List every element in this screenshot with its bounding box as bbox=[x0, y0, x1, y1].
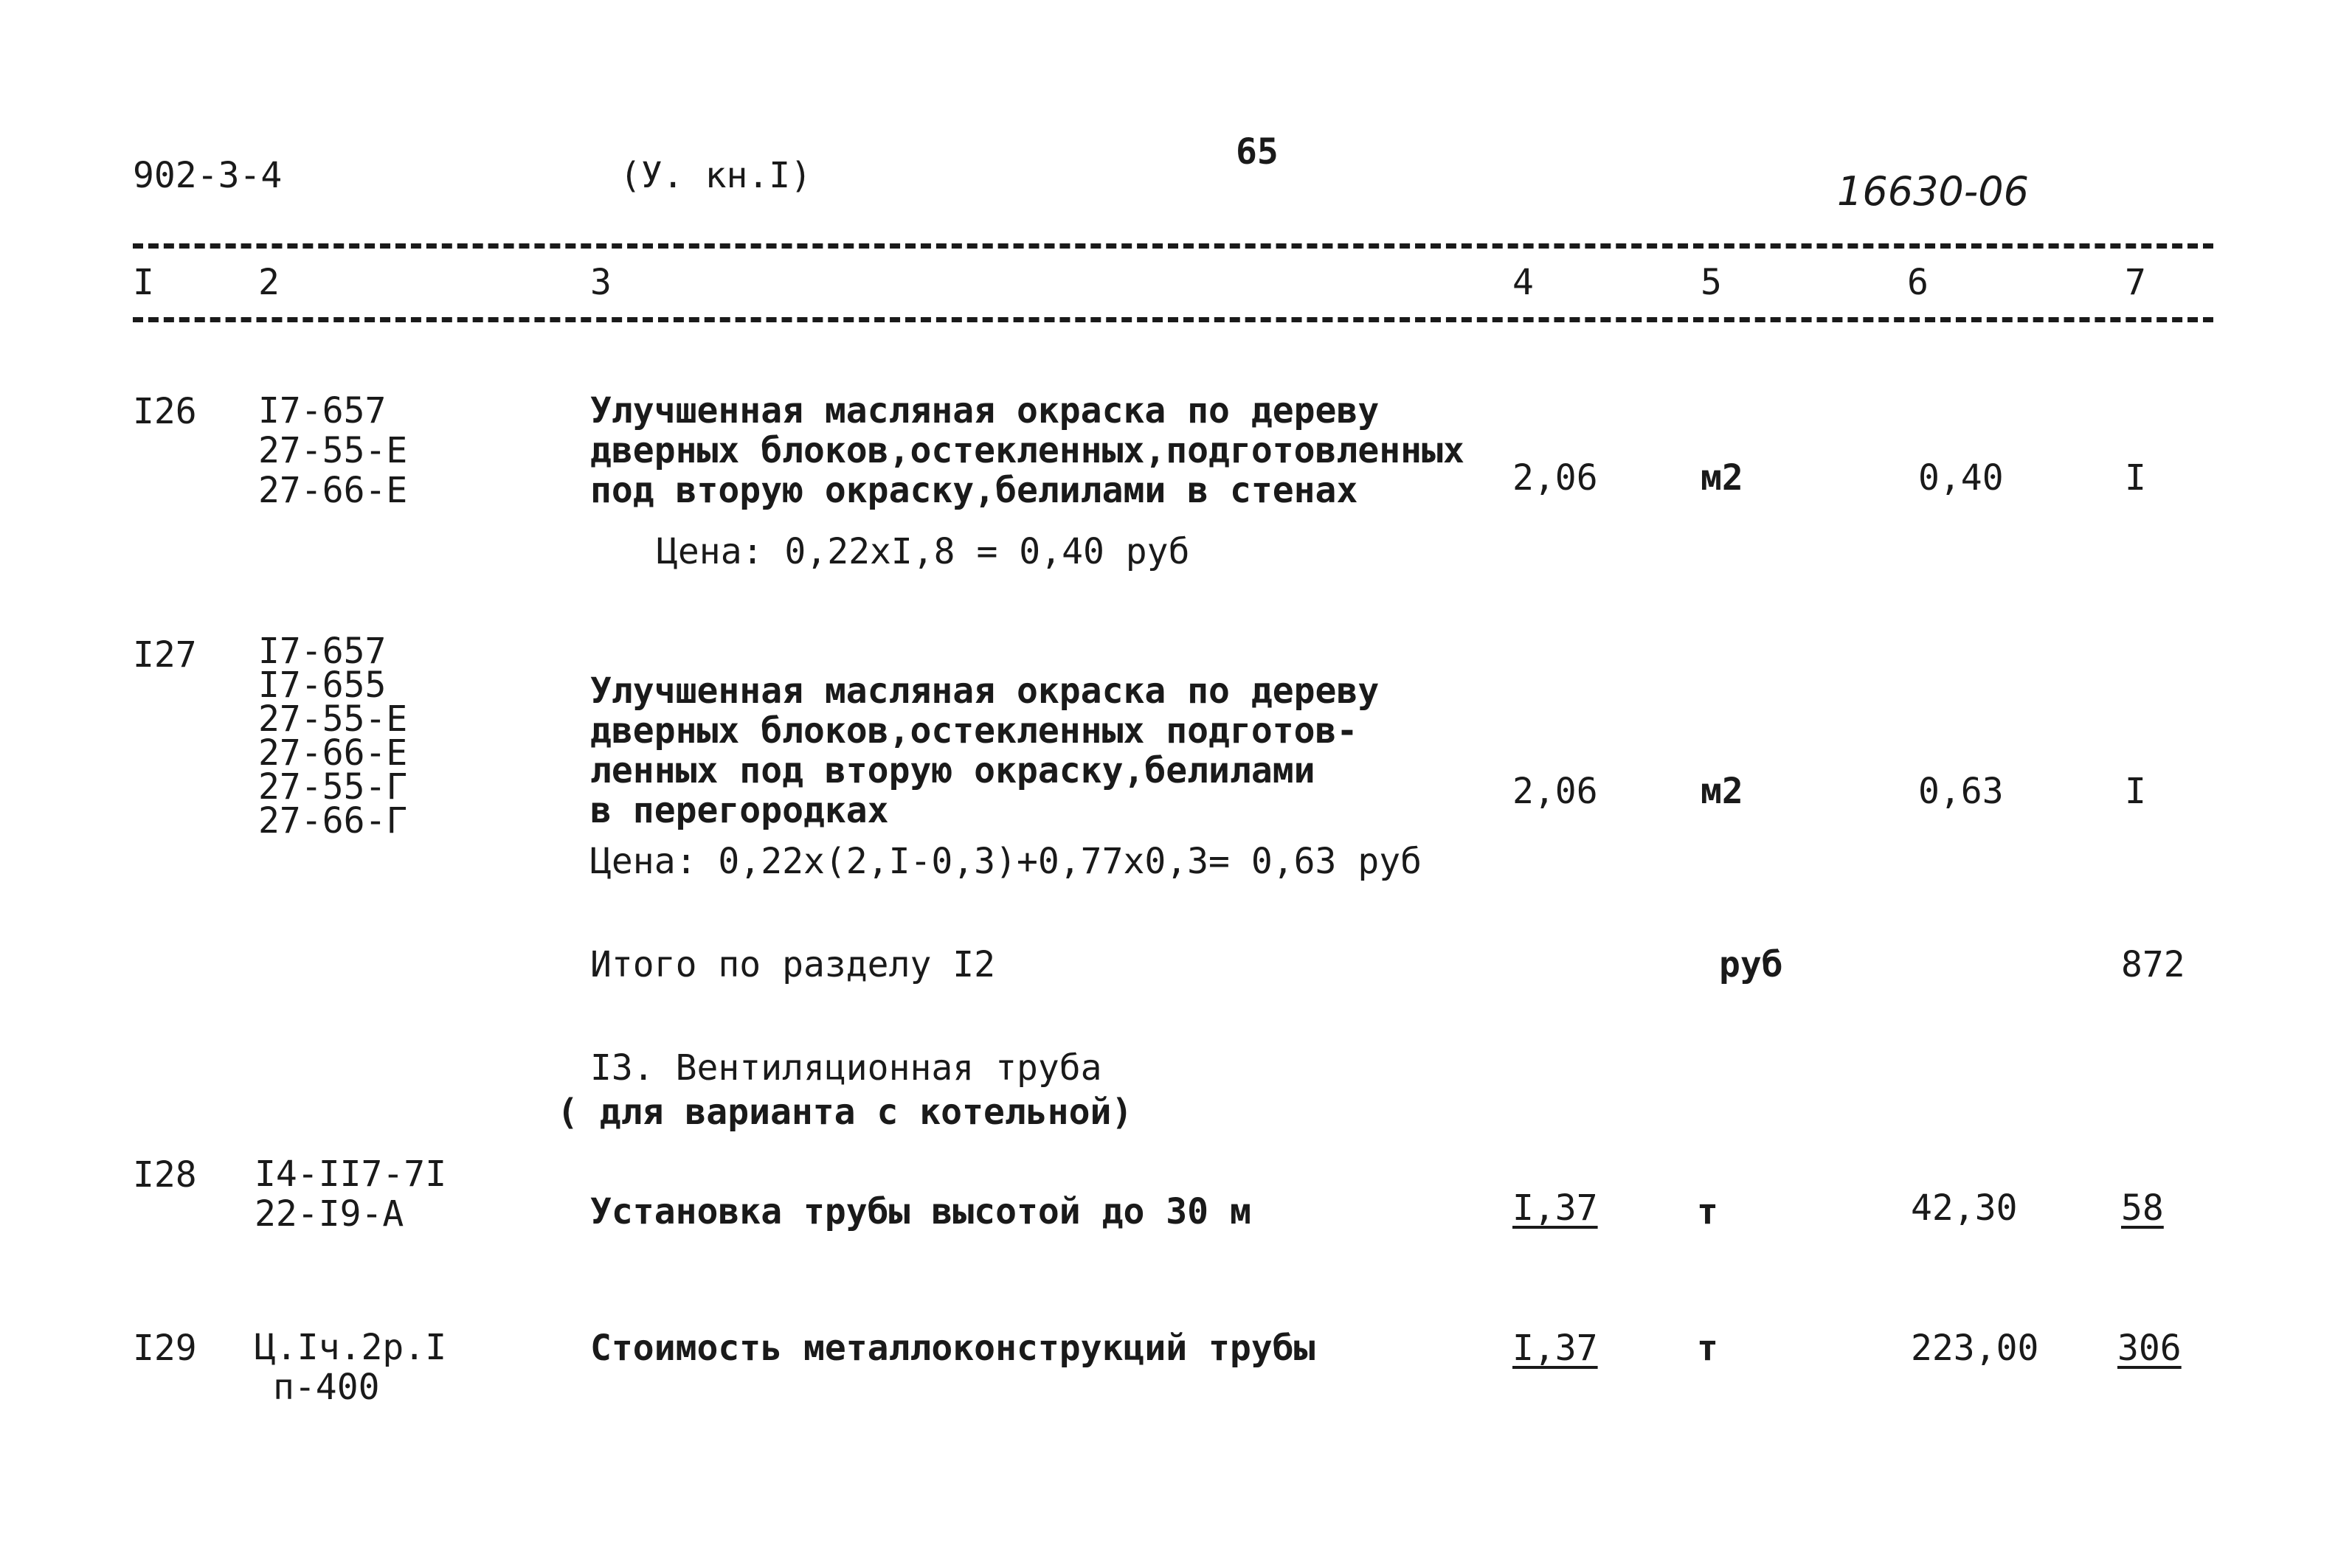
code-line: 27-55-Е bbox=[258, 698, 408, 740]
code-line: 27-55-Е bbox=[258, 430, 408, 471]
row-codes bbox=[255, 1328, 446, 1407]
row-number: I29 bbox=[133, 1328, 197, 1369]
code-line: Ц.Iч.2р.I bbox=[255, 1327, 447, 1368]
row-quantity: 2,06 bbox=[1512, 457, 1598, 499]
row-unit: м2 bbox=[1701, 457, 1743, 499]
row-unit: м2 bbox=[1701, 771, 1743, 812]
price-calculation-note: Цена: 0,22х(2,I-0,3)+0,77х0,3= 0,63 руб bbox=[590, 841, 1422, 882]
row-quantity: I,37 bbox=[1512, 1328, 1598, 1369]
column-header-7: 7 bbox=[2125, 262, 2146, 303]
description-line: дверных блоков,остекленных,подготовленных bbox=[590, 430, 1464, 471]
subtotal-total: 872 bbox=[2121, 944, 2185, 985]
row-description: Стоимость металлоконструкций трубы bbox=[590, 1328, 1315, 1369]
code-line: 22-I9-А bbox=[255, 1193, 404, 1235]
section-title: I3. Вентиляционная труба bbox=[590, 1047, 1102, 1089]
code-line: п-400 bbox=[273, 1367, 380, 1408]
code-line: 27-66-Г bbox=[258, 800, 408, 842]
subtotal-label: Итого по разделу I2 bbox=[590, 944, 996, 985]
description-line: ленных под вторую окраску,белилами bbox=[590, 750, 1315, 791]
row-codes bbox=[258, 391, 407, 510]
row-total: I bbox=[2125, 457, 2146, 499]
row-number: I28 bbox=[133, 1154, 197, 1196]
book-reference: (У. кн.I) bbox=[620, 155, 812, 196]
code-line: 27-66-Е bbox=[258, 470, 408, 511]
row-total: I bbox=[2125, 771, 2146, 812]
description-line: под вторую окраску,белилами в стенах bbox=[590, 470, 1358, 511]
row-total: 58 bbox=[2121, 1187, 2164, 1229]
description-line: Улучшенная масляная окраска по дереву bbox=[590, 390, 1380, 431]
description-line: дверных блоков,остекленных подготов- bbox=[590, 710, 1358, 752]
row-description bbox=[590, 671, 1379, 830]
sheet-code: 16630-06 bbox=[1837, 168, 2029, 215]
subtotal-unit: руб bbox=[1719, 944, 1783, 985]
column-header-1: I bbox=[133, 262, 154, 303]
row-total: 306 bbox=[2117, 1328, 2182, 1369]
column-header-6: 6 bbox=[1907, 262, 1929, 303]
row-unit: т bbox=[1697, 1328, 1718, 1369]
row-codes bbox=[258, 631, 408, 842]
column-header-3: 3 bbox=[590, 262, 612, 303]
row-quantity: 2,06 bbox=[1512, 771, 1598, 812]
code-line: I7-657 bbox=[258, 390, 387, 431]
description-line: в перегородках bbox=[590, 790, 889, 831]
column-header-2: 2 bbox=[258, 262, 280, 303]
row-unit: т bbox=[1697, 1191, 1718, 1232]
code-line: 27-66-Е bbox=[258, 732, 408, 774]
row-price: 0,63 bbox=[1918, 771, 2004, 812]
column-header-5: 5 bbox=[1701, 262, 1722, 303]
description-line: Улучшенная масляная окраска по дереву bbox=[590, 670, 1380, 712]
page-number: 65 bbox=[1236, 131, 1279, 173]
code-line: I7-657 bbox=[258, 631, 387, 672]
row-number: I27 bbox=[133, 634, 197, 676]
row-description: Установка трубы высотой до 30 м bbox=[590, 1191, 1251, 1232]
code-line: 27-55-Г bbox=[258, 766, 408, 808]
row-number: I26 bbox=[133, 391, 197, 432]
header-top-rule bbox=[133, 243, 2213, 249]
price-calculation-note: Цена: 0,22хI,8 = 0,40 руб bbox=[657, 531, 1190, 572]
row-codes bbox=[255, 1154, 446, 1234]
document-code: 902-3-4 bbox=[133, 155, 283, 196]
column-header-4: 4 bbox=[1512, 262, 1534, 303]
row-quantity: I,37 bbox=[1512, 1187, 1598, 1229]
code-line: I4-II7-7I bbox=[255, 1154, 447, 1195]
header-bottom-rule bbox=[133, 317, 2213, 322]
row-price: 0,40 bbox=[1918, 457, 2004, 499]
row-description bbox=[590, 391, 1464, 510]
row-price: 42,30 bbox=[1911, 1187, 2018, 1229]
row-price: 223,00 bbox=[1911, 1328, 2039, 1369]
section-subtitle: ( для варианта с котельной) bbox=[557, 1092, 1133, 1133]
code-line: I7-655 bbox=[258, 665, 387, 706]
